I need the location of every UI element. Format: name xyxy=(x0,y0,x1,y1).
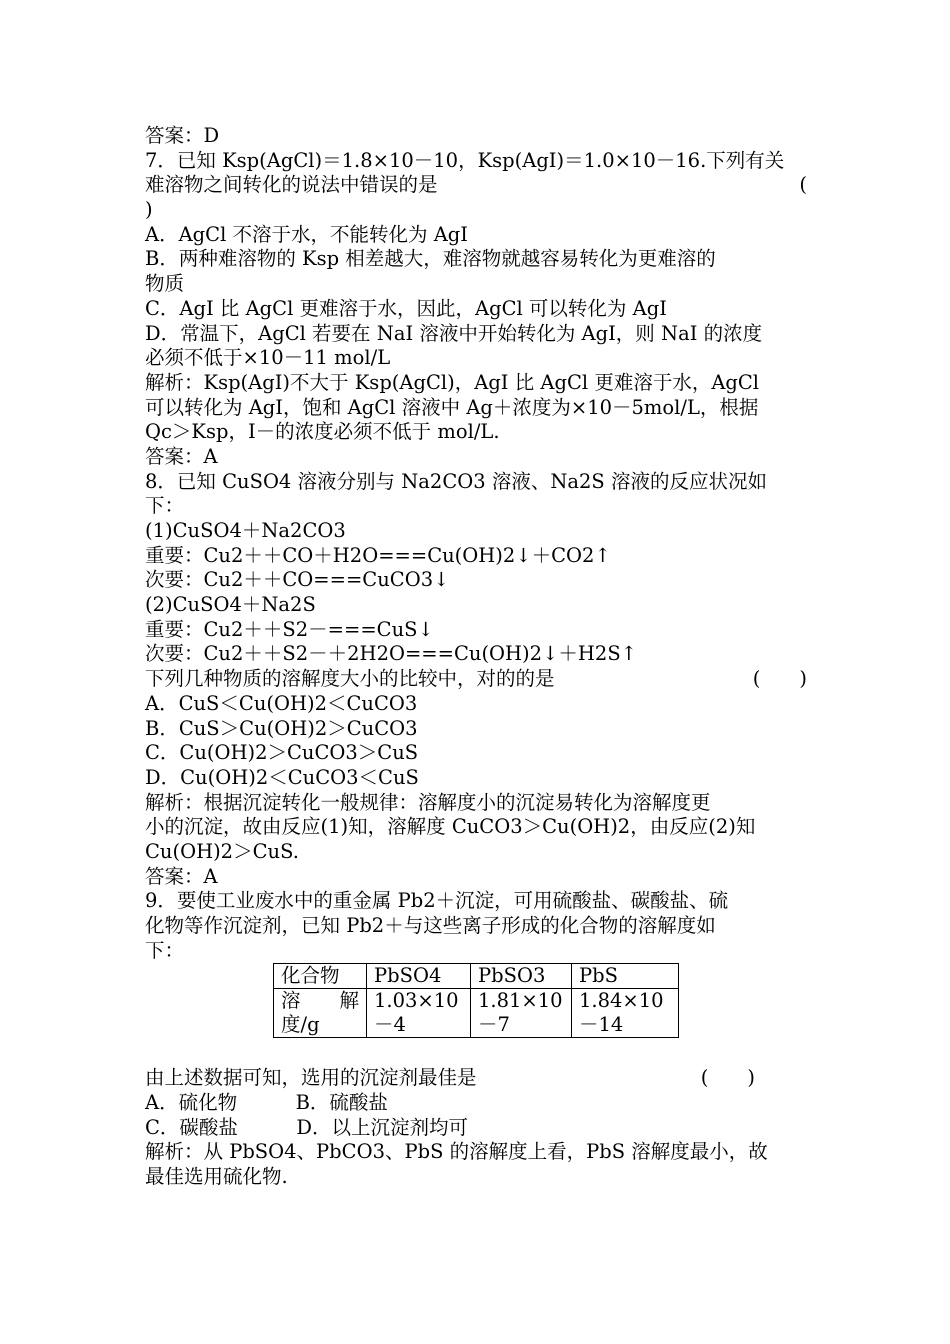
cell-value-mantissa: 1.84×10 xyxy=(579,989,664,1013)
row-label-char: 溶 xyxy=(281,989,301,1013)
question-7-option-a: A．AgCl 不溶于水，不能转化为 AgI xyxy=(145,222,468,246)
question-7-stem-text: 难溶物之间转化的说法中错误的是 xyxy=(145,173,438,197)
question-7-stem-line1: 7．已知 Ksp(AgCl)＝1.8×10－10，Ksp(AgI)＝1.0×10－16.下列有关 xyxy=(145,148,785,172)
row-label-line1 xyxy=(281,989,359,1013)
reaction-1-title: (1)CuSO4＋Na2CO3 xyxy=(145,519,346,542)
question-8-analysis-line2: 小的沉淀，故由反应(1)知，溶解度 CuCO3＞Cu(OH)2，由反应(2)知 xyxy=(145,815,756,839)
table-row-label xyxy=(274,989,367,1038)
table-header-cell: 化合物 xyxy=(274,964,367,989)
table-row xyxy=(274,989,679,1038)
question-7-option-d: D．常温下，AgCl 若要在 NaI 溶液中开始转化为 AgI，则 NaI 的浓度 xyxy=(145,321,763,345)
question-7-option-b-cont: 物质 xyxy=(145,272,185,296)
table-header-cell: PbS xyxy=(572,964,679,989)
question-8-option-c: C．Cu(OH)2＞CuCO3＞CuS xyxy=(145,741,419,765)
question-8-stem-line1: 8．已知 CuSO4 溶液分别与 Na2CO3 溶液、Na2S 溶液的反应状况如 xyxy=(145,469,767,493)
row-label-char: 解 xyxy=(339,989,359,1013)
question-8-option-d: D．Cu(OH)2＜CuCO3＜CuS xyxy=(145,765,419,789)
table-cell xyxy=(572,989,679,1038)
question-9-analysis-line1: 解析：从 PbSO4、PbCO3、PbS 的溶解度上看，PbS 溶解度最小，故 xyxy=(145,1140,768,1164)
answer-8: 答案：A xyxy=(145,864,218,888)
document-body xyxy=(145,124,807,1190)
table-header-cell: PbSO4 xyxy=(367,964,471,989)
table-header-cell: PbSO3 xyxy=(471,964,572,989)
cell-value-exponent: －14 xyxy=(579,1013,624,1037)
question-7-option-c: C．AgI 比 AgCl 更难溶于水，因此，AgCl 可以转化为 AgI xyxy=(145,296,667,320)
reaction-2-minor: 次要：Cu2＋＋S2－＋2H2O===Cu(OH)2↓＋H2S↑ xyxy=(145,642,638,666)
cell-value-mantissa: 1.03×10 xyxy=(374,989,459,1013)
question-9-options-cd: C．碳酸盐 D．以上沉淀剂均可 xyxy=(145,1115,469,1139)
answer-bracket: ( ) xyxy=(752,667,807,691)
answer-7: 答案：A xyxy=(145,444,218,468)
question-8-prompt xyxy=(145,667,807,692)
question-7-analysis-line3: Qc＞Ksp，I－的浓度必须不低于 mol/L. xyxy=(145,420,500,444)
question-8-stem-line2: 下： xyxy=(145,494,185,518)
table-cell xyxy=(367,989,471,1038)
reaction-1-main: 重要：Cu2＋＋CO＋H2O===Cu(OH)2↓＋CO2↑ xyxy=(145,543,611,567)
question-8-analysis-line1: 解析：根据沉淀转化一般规律：溶解度小的沉淀易转化为溶解度更 xyxy=(145,790,711,814)
cell-value-exponent: －7 xyxy=(478,1013,510,1037)
question-7-option-b: B．两种难溶物的 Ksp 相差越大，难溶物就越容易转化为更难溶的 xyxy=(145,247,716,271)
question-7-option-d-cont: 必须不低于×10－11 mol/L xyxy=(145,346,391,370)
question-9-stem-line3: 下： xyxy=(145,938,185,962)
reaction-2-title: (2)CuSO4＋Na2S xyxy=(145,593,316,617)
question-7-analysis-line1: 解析：Ksp(AgI)不大于 Ksp(AgCl)，AgI 比 AgCl 更难溶于水，AgCl xyxy=(145,370,760,394)
answer-bracket-open: ( xyxy=(799,173,807,197)
reaction-2-main: 重要：Cu2＋＋S2－===CuS↓ xyxy=(145,617,434,641)
question-9-prompt xyxy=(145,1066,807,1091)
spacer xyxy=(145,1038,807,1066)
question-8-option-a: A．CuS＜Cu(OH)2＜CuCO3 xyxy=(145,691,418,715)
answer-bracket: ( ) xyxy=(700,1066,755,1090)
solubility-table xyxy=(273,963,679,1038)
reaction-1-minor: 次要：Cu2＋＋CO===CuCO3↓ xyxy=(145,568,450,592)
question-7-stem-line2 xyxy=(145,173,807,198)
question-9-stem-line1: 9．要使工业废水中的重金属 Pb2＋沉淀，可用硫酸盐、碳酸盐、硫 xyxy=(145,889,729,913)
question-8-prompt-text: 下列几种物质的溶解度大小的比较中，对的的是 xyxy=(145,667,555,691)
question-9-options-ab: A．硫化物 B．硫酸盐 xyxy=(145,1091,388,1115)
row-label-line2: 度/g xyxy=(281,1013,320,1037)
answer-bracket-close: ) xyxy=(145,198,153,222)
cell-value-mantissa: 1.81×10 xyxy=(478,989,563,1013)
question-8-option-b: B．CuS＞Cu(OH)2＞CuCO3 xyxy=(145,716,418,740)
table-row xyxy=(274,964,679,989)
question-8-analysis-line3: Cu(OH)2＞CuS. xyxy=(145,839,299,863)
table-cell xyxy=(471,989,572,1038)
question-7-analysis-line2: 可以转化为 AgI，饱和 AgCl 溶液中 Ag＋浓度为×10－5mol/L，根据 xyxy=(145,395,759,419)
cell-value-exponent: －4 xyxy=(374,1013,406,1037)
answer-6: 答案：D xyxy=(145,124,220,147)
question-9-stem-line2: 化物等作沉淀剂，已知 Pb2＋与这些离子形成的化合物的溶解度如 xyxy=(145,914,716,937)
question-9-prompt-text: 由上述数据可知，选用的沉淀剂最佳是 xyxy=(145,1066,477,1090)
question-9-analysis-line2: 最佳选用硫化物. xyxy=(145,1165,288,1189)
